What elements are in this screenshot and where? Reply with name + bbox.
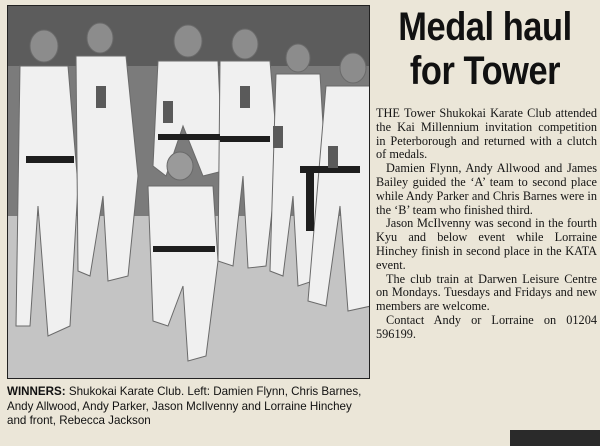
headline-line-1: Medal haul <box>398 5 572 49</box>
page-edge-shadow <box>510 430 600 446</box>
article-paragraph: Damien Flynn, Andy Allwood and James Bailey guided the ‘A’ team to second place while Andy Parker and Chris Barnes were in the ‘B’ team who finished third. <box>376 161 597 217</box>
article-paragraph: The club train at Darwen Leisure Centre on Mondays. Tuesdays and Fridays and new members are welcome. <box>376 271 597 314</box>
article-paragraph: Jason McIlvenny was second in the fourth Kyu and below event while Lorraine Hinchey finish in second place in the KATA event. <box>376 216 597 272</box>
headline <box>388 5 582 97</box>
team-photo <box>7 5 370 379</box>
photo-caption <box>7 385 372 443</box>
article-body <box>376 107 597 342</box>
caption-lead: WINNERS: <box>7 385 66 398</box>
article-paragraph: THE Tower Shukokai Karate Club attended the Kai Millennium invitation competition in Peterborough and returned with a clutch of medals. <box>376 106 597 162</box>
article-paragraph: Contact Andy or Lorraine on 01204 596199. <box>376 312 597 341</box>
headline-line-2: for Tower <box>409 49 561 93</box>
caption-text: Shukokai Karate Club. Left: Damien Flynn, Chris Barnes, Andy Allwood, Andy Parker, Jason McIlvenny and Lorraine Hinchey and front, Rebecca Jackson <box>7 385 362 428</box>
photo-illustration <box>8 6 370 379</box>
